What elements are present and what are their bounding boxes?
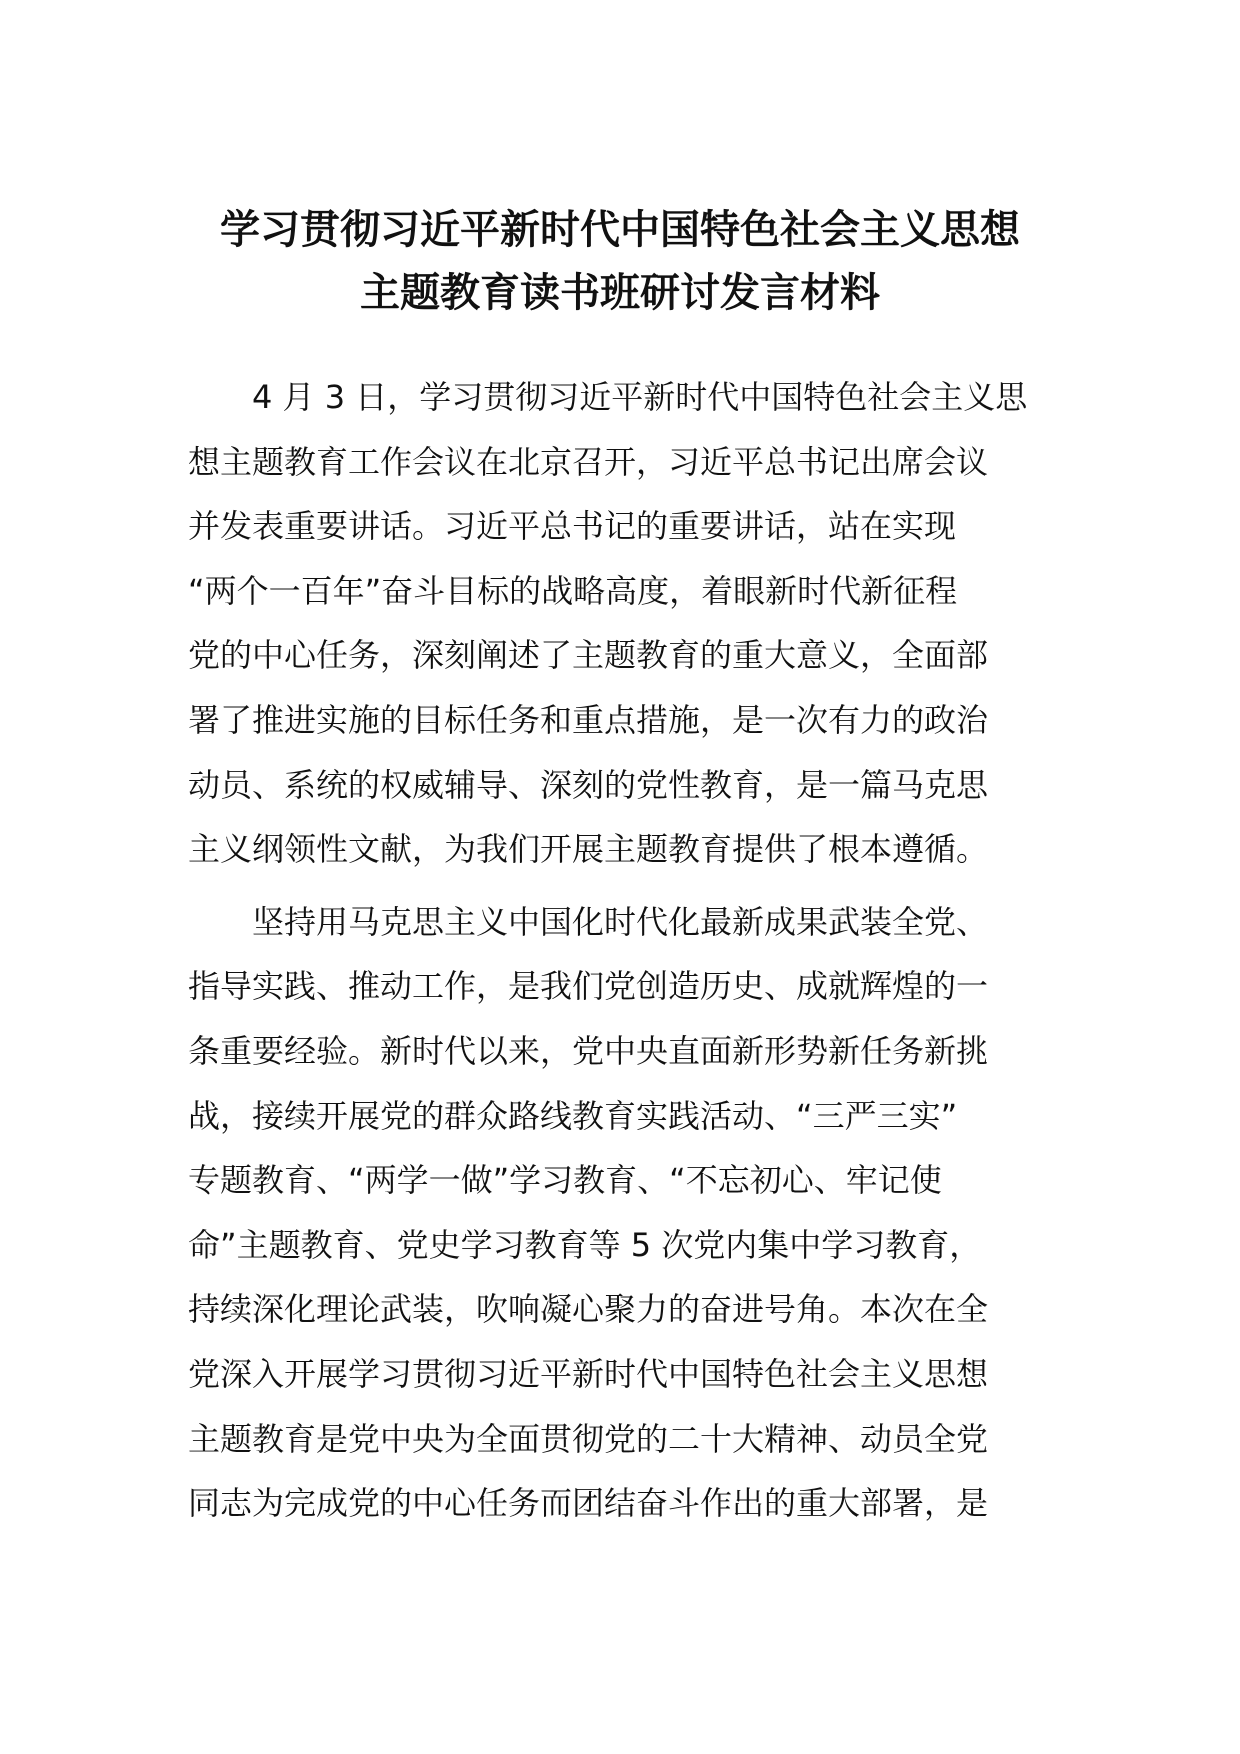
paragraph-2-line-2: 指导实践、推动工作，是我们党创造历史、成就辉煌的一 xyxy=(188,967,989,1006)
paragraph-2-line-7: 持续深化理论武装，吹响凝心聚力的奋进号角。本次在全 xyxy=(188,1290,989,1329)
paragraph-1-line-1: 4 月 3 日，学习贯彻习近平新时代中国特色社会主义思 xyxy=(252,378,1028,416)
paragraph-2-line-1: 坚持用马克思主义中国化时代化最新成果武装全党、 xyxy=(252,902,989,941)
paragraph-2-line-5: 专题教育、“两学一做”学习教育、“不忘初心、牢记使 xyxy=(188,1161,942,1200)
paragraph-1-line-5: 党的中心任务，深刻阐述了主题教育的重大意义，全面部 xyxy=(188,636,989,675)
paragraph-2-line-9: 主题教育是党中央为全面贯彻党的二十大精神、动员全党 xyxy=(188,1419,989,1458)
paragraph-2-line-8: 党深入开展学习贯彻习近平新时代中国特色社会主义思想 xyxy=(188,1354,989,1393)
document-title-line-1: 学习贯彻习近平新时代中国特色社会主义思想 xyxy=(220,207,1020,253)
paragraph-1-line-4: “两个一百年”奋斗目标的战略高度，着眼新时代新征程 xyxy=(188,571,958,610)
paragraph-1-line-3: 并发表重要讲话。习近平总书记的重要讲话，站在实现 xyxy=(188,507,957,546)
paragraph-2-line-4: 战，接续开展党的群众路线教育实践活动、“三严三实” xyxy=(188,1096,958,1135)
paragraph-1-line-6: 署了推进实施的目标任务和重点措施，是一次有力的政治 xyxy=(188,700,989,739)
paragraph-2-line-3: 条重要经验。新时代以来，党中央直面新形势新任务新挑 xyxy=(188,1031,989,1070)
document-body xyxy=(188,365,1068,1536)
document-title-line-2: 主题教育读书班研讨发言材料 xyxy=(360,270,880,316)
paragraph-2-line-10: 同志为完成党的中心任务而团结奋斗作出的重大部署，是 xyxy=(188,1484,989,1523)
paragraph-1-line-8: 主义纲领性文献，为我们开展主题教育提供了根本遵循。 xyxy=(188,830,989,869)
paragraph-1-line-7: 动员、系统的权威辅导、深刻的党性教育，是一篇马克思 xyxy=(188,765,989,804)
paragraph-2-line-6: 命”主题教育、党史学习教育等 5 次党内集中学习教育， xyxy=(188,1225,982,1264)
paragraph-1-line-2: 想主题教育工作会议在北京召开，习近平总书记出席会议 xyxy=(188,442,989,481)
